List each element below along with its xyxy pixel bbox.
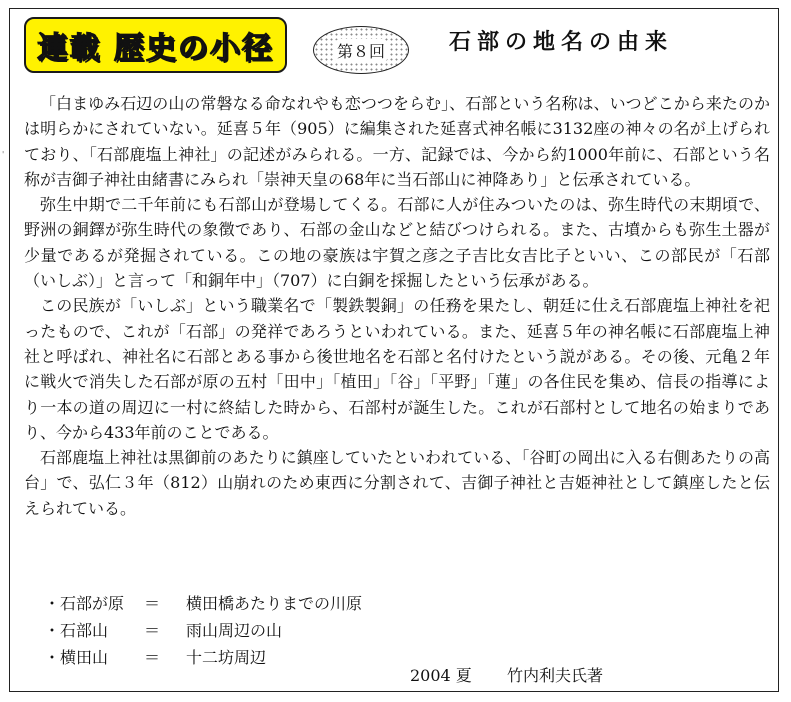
article-body <box>24 91 770 521</box>
footer-date: 2004 夏 <box>410 666 472 685</box>
definition-meaning: 横田橋あたりまでの川原 <box>186 594 363 613</box>
definition-term: ・石部山 <box>44 621 109 640</box>
definition-list <box>44 590 362 671</box>
article-title: 石部の地名の由来 <box>449 29 674 55</box>
paragraph: 石部鹿塩上神社は黒御前のあたりに鎮座していたといわれている、「谷町の岡出に入る右側あたりの高台」で、弘仁３年（812）山崩れのため東西に分割されて、吉御子神社と吉姫神社として鎮座したと伝えられている。 <box>24 448 770 518</box>
definition-meaning: 十二坊周辺 <box>186 648 267 667</box>
issue-label: 第８回 <box>334 39 388 62</box>
definition-meaning: 雨山周辺の山 <box>186 621 283 640</box>
issue-badge <box>313 26 409 74</box>
definition-term: ・横田山 <box>44 648 109 667</box>
equals-sign: ＝ <box>144 648 161 667</box>
footer-author: 竹内利夫氏著 <box>507 666 604 685</box>
definition-row <box>44 590 362 617</box>
series-label: 連載 歴史の小径 <box>37 31 274 66</box>
paragraph: 「白まゆみ石辺の山の常磐なる命なれやも恋つつをらむ」、石部という名称は、いつどこから来たのかは明らかにされていない。延喜５年（905）に編集された延喜式神名帳に3132座の神々の名が上げられており、「石部鹿塩上神社」の記述がみられる。一方、記録では、今から約1000年前に、石部という名称が吉御子神社由緒書にみられ「崇神天皇の68年に当石部山に神降あり」と伝承されている。 <box>24 94 770 189</box>
series-badge <box>24 17 287 73</box>
definition-row <box>44 617 362 644</box>
paragraph: 弥生中期で二千年前にも石部山が登場してくる。石部に人が住みついたのは、弥生時代の末期頃で、野洲の銅鐸が弥生時代の象徴であり、石部の金山などと結びつけられる。また、古墳からも弥生土器が少量であるが発掘されている。この地の豪族は宇賀之彦之子吉比女吉比子といい、この部民が「石部（いしぶ）」と言って「和銅年中」（707）に白銅を採掘したという伝承がある。 <box>24 195 770 291</box>
equals-sign: ＝ <box>144 594 161 613</box>
equals-sign: ＝ <box>144 621 161 640</box>
definition-row <box>44 644 362 671</box>
definition-term: ・石部が原 <box>44 594 125 613</box>
margin-mark: ' <box>2 150 5 159</box>
paragraph: この民族が「いしぶ」という職業名で「製鉄製銅」の任務を果たし、朝廷に仕え石部鹿塩上神社を祀ったもので、これが「石部」の発祥であろうといわれている。また、延喜５年の神名帳に石部鹿塩上神社と呼ばれ、神社名に石部とある事から後世地名を石部と名付けたという説がある。その後、元亀２年に戦火で消失した石部が原の五村「田中」「植田」「谷」「平野」「蓮」の各住民を集め、信長の指導により一本の道の周辺に一村に終結した時から、石部村が誕生した。これが石部村として地名の始まりであり、今から433年前のことである。 <box>24 296 770 442</box>
